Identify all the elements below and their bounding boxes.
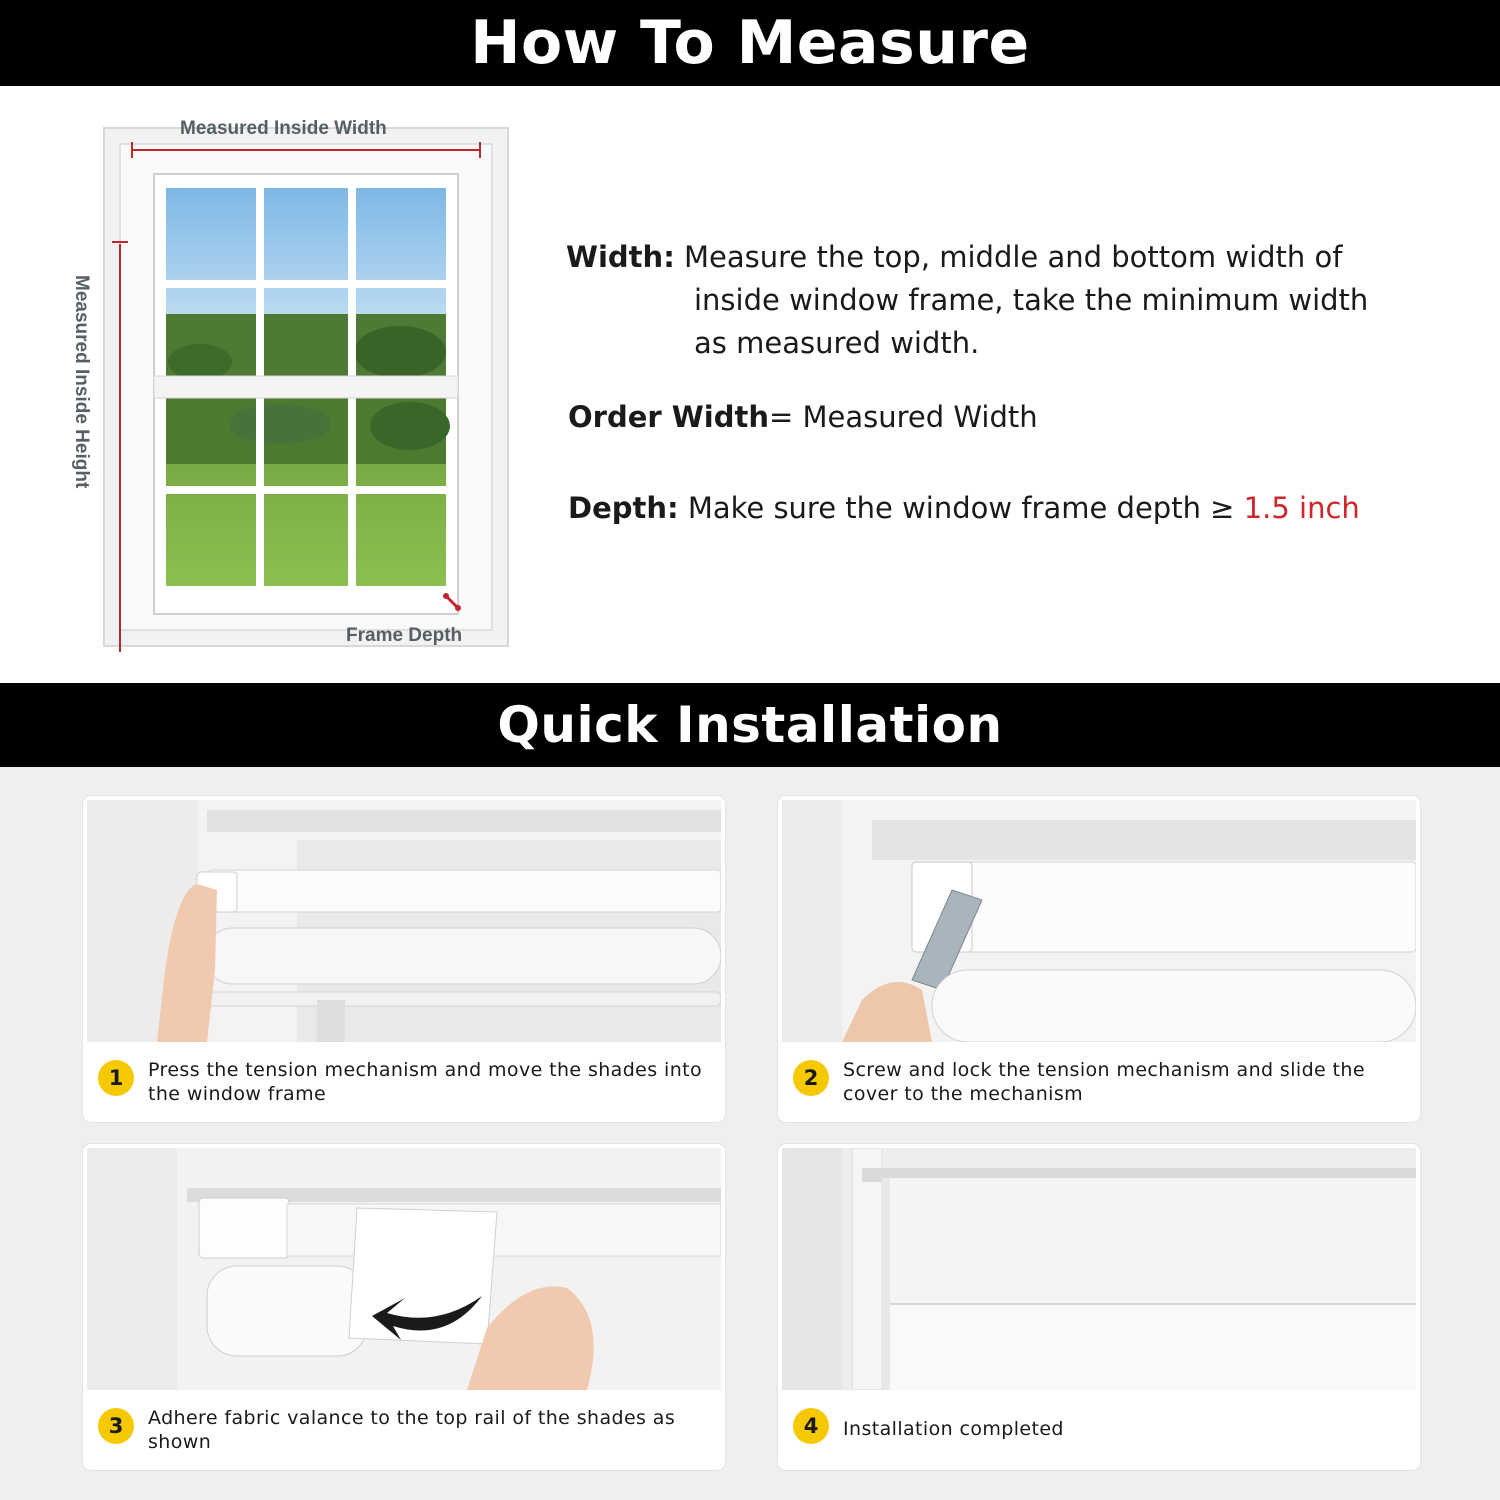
- measured-inside-height-label: Measured Inside Height: [71, 275, 92, 489]
- quick-installation-banner: [0, 683, 1500, 767]
- step-1-photo: [87, 800, 721, 1042]
- install-section: [0, 767, 1500, 1500]
- step-3-caption: [83, 1390, 725, 1470]
- width-line3: as measured width.: [694, 326, 980, 360]
- how-to-measure-banner: [0, 0, 1500, 86]
- step-number-badge: 3: [98, 1408, 134, 1444]
- depth-value: Make sure the window frame depth ≥: [678, 491, 1244, 525]
- depth-instruction: [568, 491, 1360, 525]
- order-width-key: Order Width: [568, 400, 769, 434]
- depth-key: Depth:: [568, 491, 679, 525]
- step-card-3: [83, 1144, 725, 1470]
- step-4-caption: [778, 1390, 1420, 1470]
- tree: [354, 326, 446, 378]
- order-width-instruction: [568, 400, 1038, 434]
- step-card-1: [83, 796, 725, 1122]
- tree: [230, 404, 330, 444]
- step-4-photo: [782, 1148, 1416, 1390]
- window-diagram: [100, 124, 515, 652]
- quick-installation-title: Quick Installation: [497, 696, 1003, 754]
- step-number-badge: 1: [98, 1060, 134, 1096]
- step-2-text: Screw and lock the tension mechanism and slide the cover to the mechanism: [843, 1059, 1365, 1105]
- step-1-text: Press the tension mechanism and move the shades into the window frame: [148, 1059, 703, 1105]
- tree: [168, 344, 232, 380]
- step-2-caption: [778, 1042, 1420, 1122]
- step-2-photo: [782, 800, 1416, 1042]
- step-number-badge: 4: [793, 1408, 829, 1444]
- tree: [370, 402, 450, 450]
- step-3-photo: [87, 1148, 721, 1390]
- measure-section: [0, 86, 1500, 683]
- width-line1: Measure the top, middle and bottom width of: [674, 240, 1343, 274]
- step-card-2: [778, 796, 1420, 1122]
- width-key: Width:: [566, 240, 675, 274]
- width-line2: inside window frame, take the minimum width: [694, 283, 1369, 317]
- order-width-value: = Measured Width: [768, 400, 1038, 434]
- measured-inside-width-label: Measured Inside Width: [180, 118, 387, 139]
- step-1-caption: [83, 1042, 725, 1122]
- width-instruction: [566, 236, 1466, 365]
- step-number-badge: 2: [793, 1060, 829, 1096]
- step-3-text: Adhere fabric valance to the top rail of the shades as shown: [148, 1407, 676, 1453]
- step-4-text: Installation completed: [843, 1418, 1064, 1440]
- step-card-4: [778, 1144, 1420, 1470]
- how-to-measure-title: How To Measure: [470, 8, 1030, 78]
- frame-depth-label: Frame Depth: [346, 625, 463, 646]
- depth-highlight: 1.5 inch: [1243, 491, 1360, 525]
